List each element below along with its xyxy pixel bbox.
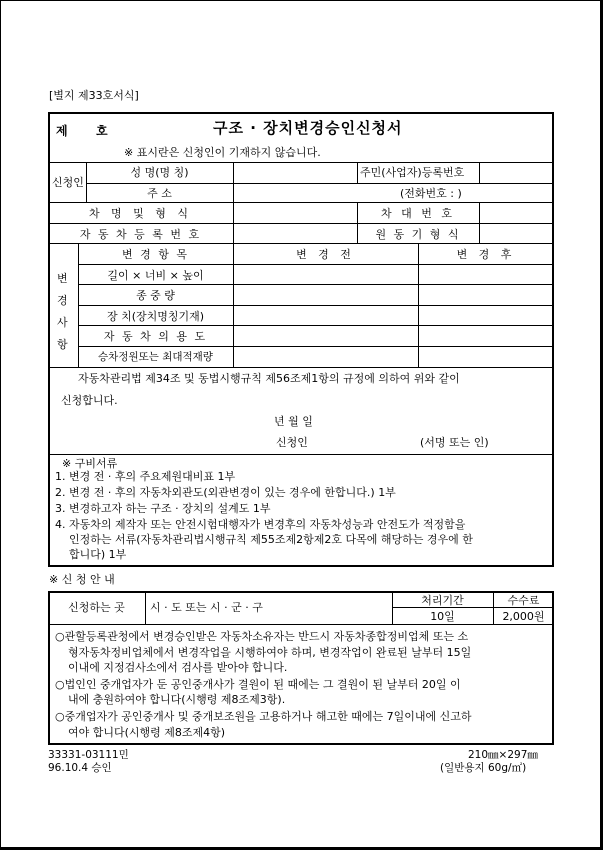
document-item-4-cont: 인정하는 서류(자동차관리법시행규칙 제55조제2항제2호 다목에 해당하는 경우에 한 (69, 533, 473, 546)
vehicle-reg-no-label: 자 동 차 등 록 번 호 (79, 228, 202, 241)
name-label: 성 명(명 칭) (130, 166, 189, 179)
change-item-usage: 자 동 차 의 용 도 (103, 330, 208, 343)
period-label: 처리기간 (421, 594, 464, 607)
chassis-no-label: 차 대 번 호 (381, 207, 455, 220)
change-item-device: 장 치(장치명칭기재) (106, 310, 205, 323)
fee-value: 2,000원 (502, 610, 545, 623)
document-item-4-end: 합니다) 1부 (69, 548, 127, 561)
phone-label: (전화번호 : ) (400, 187, 462, 200)
change-item-dimensions: 길이 × 너비 × 높이 (107, 269, 204, 282)
no-label: 제 (56, 124, 68, 138)
form-note: ※ 표시란은 신청인이 기재하지 않습니다. (124, 146, 321, 159)
signer-label: 신청인 (276, 436, 308, 449)
declaration-text-1: 자동차관리법 제34조 및 동법시행규칙 제56조제1항의 규정에 의하여 위와 같이 (78, 372, 460, 385)
vehicle-name-type-label: 차 명 및 형 식 (88, 207, 193, 220)
period-value: 10일 (430, 610, 455, 623)
guide-note-2: ○법인인 중개업자가 둔 공인중개사가 결원이 된 때에는 그 결원이 된 날부터 20일 이 (55, 678, 461, 691)
guide-note-1: ○관할등록관청에서 변경승인받은 자동차소유자는 반드시 자동차종합정비업체 또는 소 (55, 630, 469, 643)
ho-label: 호 (96, 124, 108, 138)
guide-note-3: ○중개업자가 공인중개사 및 중개보조원을 고용하거나 해고한 때에는 7일이내에 신고하 (55, 710, 472, 723)
guide-note-1b: 형자동차정비업체에서 변경작업을 시행하여야 하며, 변경작업이 완료된 날부터 15일 (68, 646, 472, 659)
applicant-label: 신청인 (52, 176, 84, 189)
guide-note-1c: 이내에 지정검사소에서 검사를 받아야 합니다. (68, 661, 288, 674)
document-item-2: 2. 변경 전 · 후의 자동차외관도(외관변경이 있는 경우에 한합니다.) 1부 (55, 486, 396, 499)
form-id: [별지 제33호서식] (49, 89, 139, 102)
form-title: 구조 · 장치변경승인신청서 (213, 119, 403, 137)
approval-date: 96.10.4 승인 (48, 762, 112, 774)
change-item-weight: 종 중 량 (136, 289, 175, 302)
document-item-1: 1. 변경 전 · 후의 주요제원대비표 1부 (55, 470, 236, 483)
fee-label: 수수료 (507, 594, 540, 607)
paper-size: 210㎜×297㎜ (468, 749, 538, 761)
engine-type-label: 원 동 기 형 식 (375, 228, 461, 241)
item-header: 변 경 항 목 (122, 248, 189, 261)
guide-note-2b: 내에 충원하여야 합니다(시행령 제8조제3항). (68, 693, 286, 706)
document-item-3: 3. 변경하고자 하는 구조 · 장치의 설계도 1부 (55, 502, 271, 515)
reg-no-label: 주민(사업자)등록번호 (360, 166, 465, 179)
document-item-4: 4. 자동차의 제작자 또는 안전시험대행자가 변경후의 자동차성능과 안전도가 적정함을 (55, 518, 466, 531)
form-code: 33331-03111민 (48, 749, 129, 761)
paper-type: (일반용지 60g/㎡) (440, 762, 527, 774)
documents-header: ※ 구비서류 (62, 457, 118, 470)
guide-header: ※ 신 청 안 내 (49, 573, 115, 586)
date-label: 년 월 일 (274, 415, 313, 428)
declaration-text-2: 신청합니다. (61, 394, 118, 407)
place-value: 시 · 도 또는 시 · 군 · 구 (150, 601, 263, 614)
changes-section-label: 변경사항 (57, 272, 68, 351)
signature-label: (서명 또는 인) (420, 436, 489, 449)
place-label: 신청하는 곳 (68, 601, 125, 614)
change-item-capacity: 승차정원또는 최대적재량 (98, 351, 213, 363)
address-label: 주 소 (147, 187, 172, 200)
before-header: 변 경 전 (296, 248, 355, 261)
guide-note-3b: 여야 합니다(시행령 제8조제4항) (68, 726, 226, 739)
after-header: 변 경 후 (456, 248, 516, 261)
